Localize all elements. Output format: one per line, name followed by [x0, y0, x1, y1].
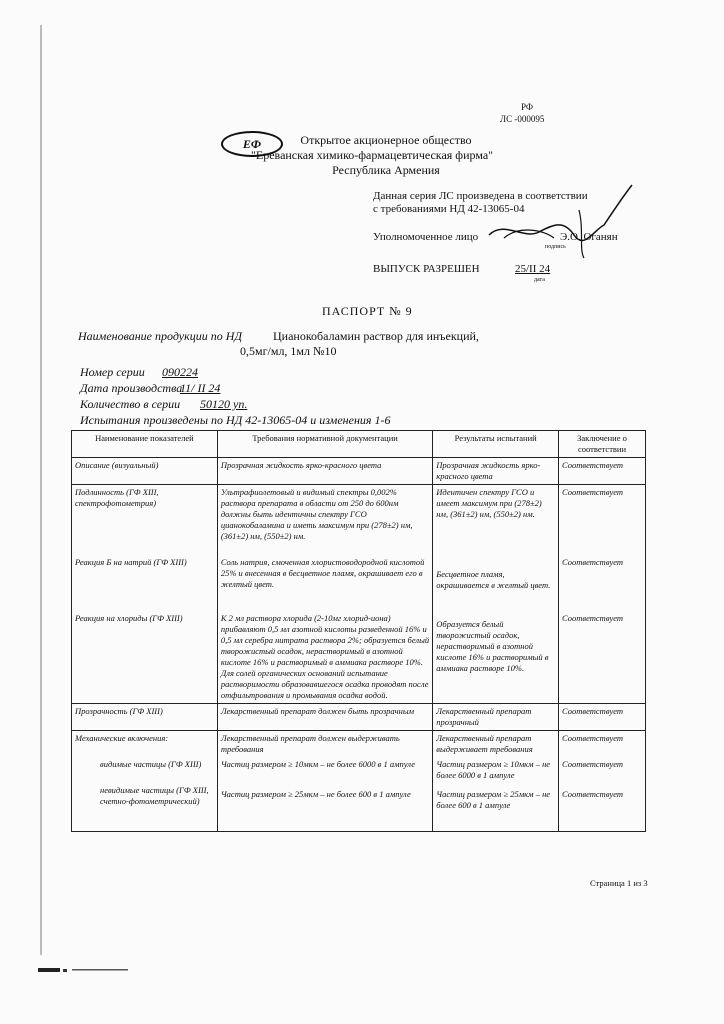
authorized-person-name: Э.О. Оганян [560, 231, 618, 243]
cell-requirement: Лекарственный препарат должен выдерживать требования [217, 731, 432, 758]
cell-conclusion: Соответствует [559, 485, 646, 546]
product-name: Цианокобаламин раствор для инъекций, [273, 329, 479, 343]
batch-label: Номер серии [80, 365, 145, 379]
passport-title: ПАСПОРТ № 9 [322, 304, 413, 318]
release-date: 25/II 24 [515, 263, 551, 275]
cell-result: Идентичен спектру ГСО и имеет максимум при (278±2) нм, (361±2) нм, (550±2) нм. [433, 485, 559, 546]
signature-caption: подпись [545, 244, 566, 250]
company-line-2: "Ереванская химико-фармацевтическая фирма" [251, 148, 494, 162]
cell-indicator: видимые частицы (ГФ XIII) [72, 757, 218, 783]
header-results: Результаты испытаний [433, 431, 559, 458]
cell-requirement: Частиц размером ≥ 10мкм – не более 6000 в 1 ампуле [217, 757, 432, 783]
date-caption: дата [534, 277, 545, 283]
specification-table [71, 430, 646, 832]
cell-requirement: Прозрачная жидкость ярко-красного цвета [217, 458, 432, 485]
page-counter: Страница 1 из 3 [590, 878, 648, 888]
header-conclusion: Заключение о соответствии [559, 431, 646, 458]
cell-indicator: Реакция на хлориды (ГФ XIII) [72, 607, 218, 704]
quantity-label: Количество в серии [80, 397, 181, 411]
table-row [72, 757, 646, 783]
table-header-row [72, 431, 646, 458]
company-line-1: Открытое акционерное общество [300, 133, 472, 147]
cell-result: Лекарственный препарат выдерживает требования [433, 731, 559, 758]
cell-indicator: Описание (визуальный) [72, 458, 218, 485]
cell-requirement: Соль натрия, смоченная хлористоводородной кислотой 25% и внесенная в бесцветное пламя, окрашивает его в желтый цвет. [217, 545, 432, 607]
cell-result: Образуется белый творожистый осадок, нерастворимый в азотной кислоте 16% и растворимый в аммиака растворе 10%. [433, 607, 559, 704]
cell-indicator: невидимые частицы (ГФ XIII, счетно-фотометрический) [72, 783, 218, 832]
quantity-value: 50120 уп. [200, 397, 248, 411]
tests-description: Испытания произведены по НД 42-13065-04 и изменения 1-6 [80, 413, 391, 427]
header-requirements: Требования нормативной документации [217, 431, 432, 458]
registration-number: ЛС -000095 [500, 114, 545, 124]
table-row [72, 485, 646, 546]
cell-conclusion: Соответствует [559, 458, 646, 485]
company-line-3: Республика Армения [332, 163, 440, 177]
approval-line-2: с требованиями НД 42-13065-04 [373, 203, 525, 215]
production-date-label: Дата производства [80, 381, 183, 395]
signature-icon [484, 180, 634, 260]
cell-result: Частиц размером ≥ 10мкм – не более 6000 в 1 ампуле [433, 757, 559, 783]
scan-artifact-icon [38, 968, 128, 972]
cell-conclusion: Соответствует [559, 704, 646, 731]
authorized-person-label: Уполномоченное лицо [373, 231, 479, 243]
table-row [72, 458, 646, 485]
rf-label: РФ [521, 102, 533, 112]
cell-result: Прозрачная жидкость ярко-красного цвета [433, 458, 559, 485]
approval-line-1: Данная серия ЛС произведена в соответствии [373, 190, 588, 202]
cell-result: Бесцветное пламя, окрашивается в желтый цвет. [433, 545, 559, 607]
cell-indicator: Подлинность (ГФ XIII, спектрофотометрия) [72, 485, 218, 546]
product-name-2: 0,5мг/мл, 1мл №10 [240, 344, 337, 358]
cell-indicator: Прозрачность (ГФ XIII) [72, 704, 218, 731]
cell-result: Лекарственный препарат прозрачный [433, 704, 559, 731]
cell-requirement: Ультрафиолетовый и видимый спектры 0,002% раствора препарата в области от 250 до 600нм должны быть идентичны спектру ГСО цианокобаламина и иметь максимум при (278±2) нм, (361±2) нм, (550±2) нм. [217, 485, 432, 546]
cell-requirement: К 2 мл раствора хлорида (2-10мг хлорид-иона) прибавляют 0,5 мл азотной кислоты разведенной 16% и 0,5 мл серебра нитрата раствора 2%; образуется белый творожистый осадок, нерастворимый в азотной кислоте 16% и растворимый в аммиака растворе 10%. Для солей органических оснований испытание растворимости образовавшегося осадка проводят после отфильтрования и промывания осадка водой. [217, 607, 432, 704]
company-logo: ЕФ [221, 131, 283, 157]
cell-conclusion: Соответствует [559, 731, 646, 758]
release-label: ВЫПУСК РАЗРЕШЕН [373, 263, 480, 275]
table-row [72, 607, 646, 704]
cell-indicator: Реакция Б на натрий (ГФ XIII) [72, 545, 218, 607]
cell-requirement: Частиц размером ≥ 25мкм – не более 600 в 1 ампуле [217, 783, 432, 832]
table-row [72, 783, 646, 832]
header-indicator: Наименование показателей [72, 431, 218, 458]
table-row [72, 545, 646, 607]
batch-value: 090224 [162, 365, 198, 379]
cell-indicator: Механические включения: [72, 731, 218, 758]
scan-edge-line [40, 25, 42, 955]
product-label: Наименование продукции по НД [78, 329, 243, 343]
cell-result: Частиц размером ≥ 25мкм – не более 600 в 1 ампуле [433, 783, 559, 832]
cell-conclusion: Соответствует [559, 607, 646, 704]
table-row [72, 704, 646, 731]
cell-conclusion: Соответствует [559, 783, 646, 832]
table-row [72, 731, 646, 758]
cell-requirement: Лекарственный препарат должен быть прозрачным [217, 704, 432, 731]
cell-conclusion: Соответствует [559, 545, 646, 607]
production-date-value: 11/ II 24 [180, 381, 221, 395]
cell-conclusion: Соответствует [559, 757, 646, 783]
